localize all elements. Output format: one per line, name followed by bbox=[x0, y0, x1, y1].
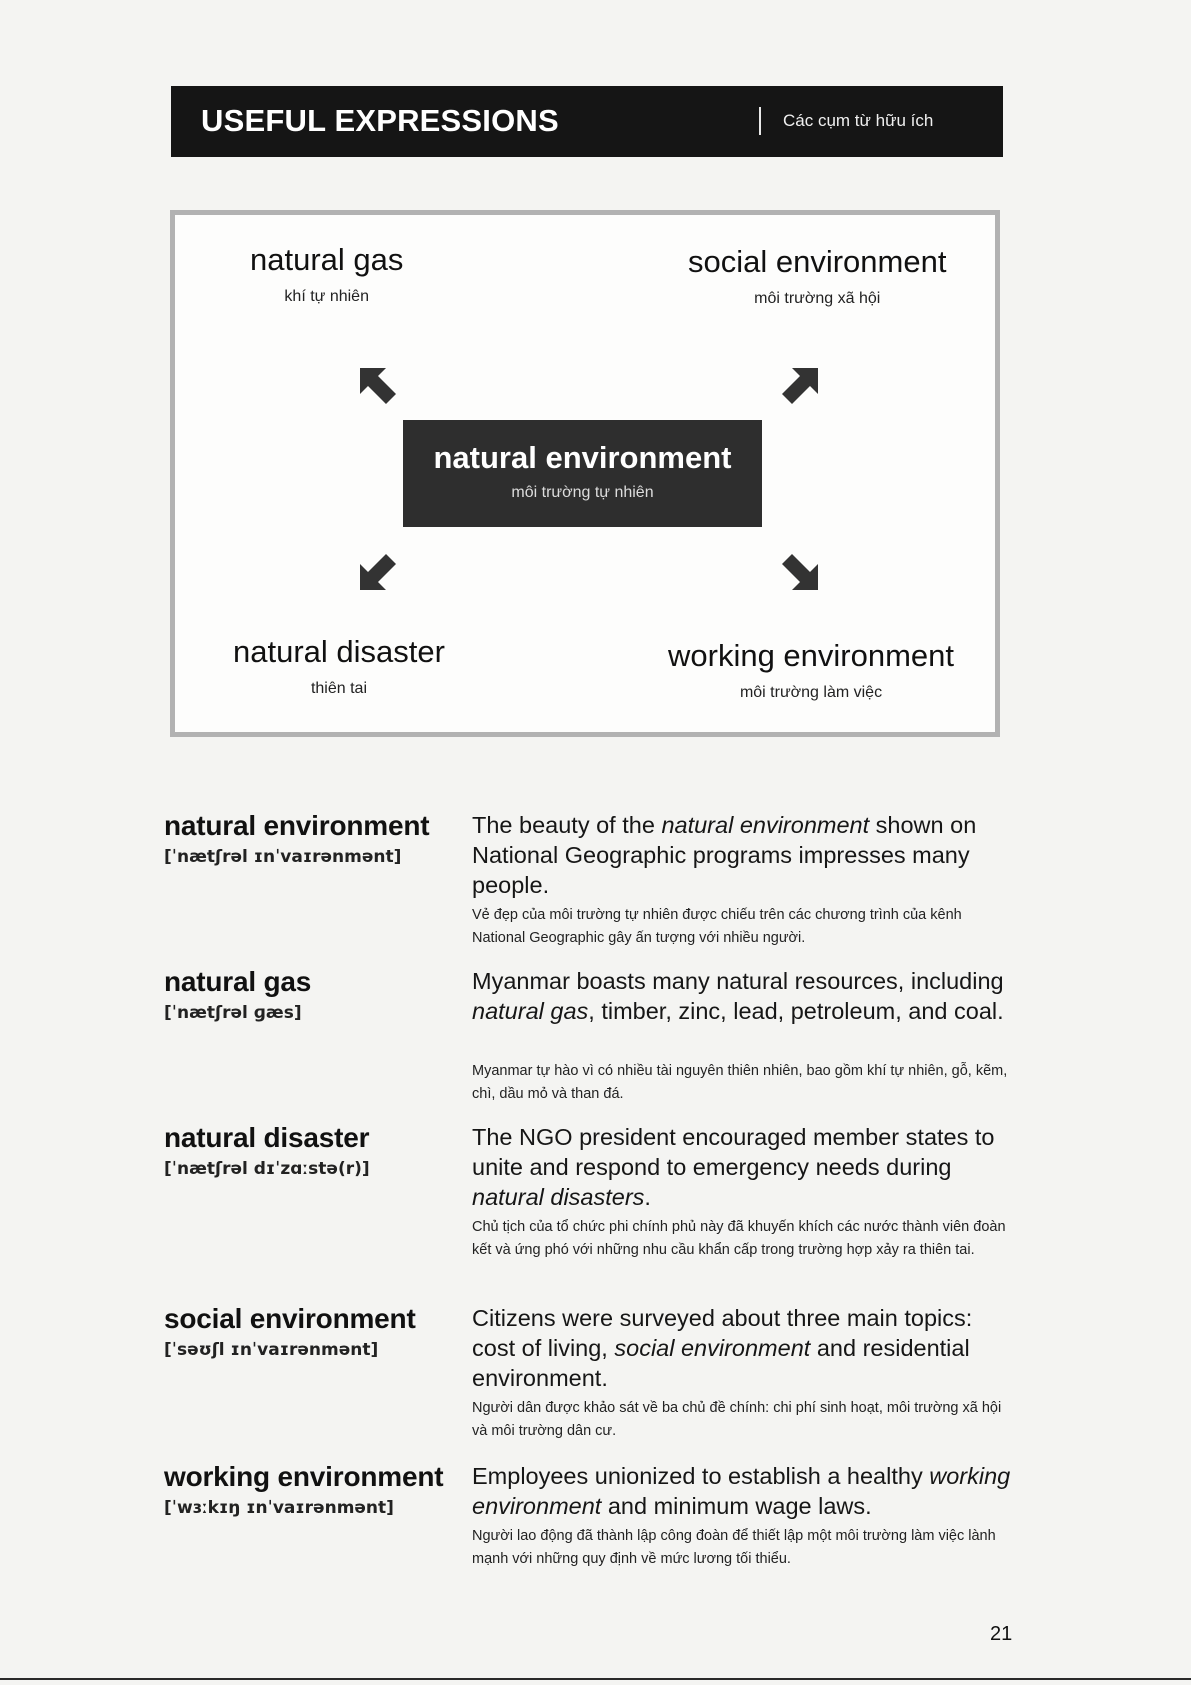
node-term: social environment bbox=[688, 244, 947, 279]
entry-example bbox=[472, 1122, 1012, 1212]
diagram-center-natural-environment bbox=[403, 420, 762, 527]
entry-pronunciation: [ˈnætʃrəl ɪnˈvaɪrənmənt] bbox=[164, 847, 402, 867]
section-title: USEFUL EXPRESSIONS bbox=[201, 103, 559, 138]
center-translation: môi trường tự nhiên bbox=[511, 484, 654, 501]
diagram-node-social-environment bbox=[688, 244, 946, 308]
entry-pronunciation: [ˈwɜːkɪŋ ɪnˈvaɪrənmənt] bbox=[164, 1498, 394, 1518]
example-text: , timber, zinc, lead, petroleum, and coal. bbox=[588, 998, 1004, 1024]
example-text: and residential environment. bbox=[472, 1335, 970, 1391]
diagram-node-natural-gas bbox=[250, 242, 403, 306]
node-translation: khí tự nhiên bbox=[284, 288, 369, 305]
entry-example bbox=[472, 810, 1012, 900]
entry-word: natural gas bbox=[164, 966, 312, 997]
example-text: The beauty of the bbox=[472, 812, 662, 838]
diagram-node-working-environment bbox=[668, 638, 954, 702]
entry-translation: Myanmar tự hào vì có nhiều tài nguyên thiên nhiên, bao gồm khí tự nhiên, gỗ, kẽm, chì, dầu mỏ và than đá. bbox=[472, 1063, 1008, 1102]
section-subtitle: Các cụm từ hữu ích bbox=[783, 111, 934, 130]
example-highlight: natural environment bbox=[661, 812, 870, 838]
node-translation: môi trường làm việc bbox=[739, 684, 883, 701]
entry-translation: Người lao động đã thành lập công đoàn để thiết lập một môi trường làm việc lành mạnh với những quy định về mức lương tối thiểu. bbox=[472, 1528, 996, 1567]
entry-example bbox=[472, 1303, 1012, 1393]
section-header-banner bbox=[171, 86, 1003, 157]
entry-word: social environment bbox=[164, 1303, 416, 1334]
entry-word: natural environment bbox=[164, 810, 430, 841]
entry-example bbox=[472, 1461, 1012, 1521]
node-term: natural disaster bbox=[233, 634, 445, 669]
page-number: 21 bbox=[990, 1623, 1013, 1645]
entry-translation: Người dân được khảo sát về ba chủ đề chính: chi phí sinh hoạt, môi trường xã hội và môi trường dân cư. bbox=[472, 1400, 1002, 1439]
example-text: The NGO president encouraged member states to unite and respond to emergency needs during bbox=[472, 1124, 995, 1180]
entry-translation: Chủ tịch của tổ chức phi chính phủ này đã khuyến khích các nước thành viên đoàn kết và ứng phó với những nhu cầu khẩn cấp trong trường hợp xảy ra thiên tai. bbox=[472, 1219, 1006, 1258]
diagram-node-natural-disaster bbox=[233, 634, 445, 698]
example-text: . bbox=[644, 1184, 651, 1210]
example-text: shown on National Geographic programs impresses many people. bbox=[472, 812, 977, 898]
bottom-rule bbox=[0, 1678, 1191, 1680]
node-translation: thiên tai bbox=[310, 680, 367, 697]
example-highlight: natural disasters bbox=[472, 1184, 645, 1210]
arrow-up-left-icon bbox=[356, 364, 400, 408]
example-highlight: natural gas bbox=[472, 998, 589, 1024]
entry-translation: Vẻ đẹp của môi trường tự nhiên được chiếu trên các chương trình của kênh National Geographic gây ấn tượng với nhiều người. bbox=[472, 907, 962, 946]
entry-word: working environment bbox=[164, 1461, 444, 1492]
center-term: natural environment bbox=[433, 440, 732, 475]
example-highlight: working environment bbox=[472, 1463, 1011, 1519]
entry-pronunciation: [ˈnætʃrəl dɪˈzɑːstə(r)] bbox=[164, 1159, 370, 1179]
arrow-down-right-icon bbox=[778, 550, 822, 594]
arrow-up-right-icon bbox=[778, 364, 822, 408]
entry-pronunciation: [ˈsəʊʃl ɪnˈvaɪrənmənt] bbox=[164, 1340, 379, 1360]
entry-word: natural disaster bbox=[164, 1122, 370, 1153]
entry-example bbox=[472, 966, 1012, 1026]
node-term: natural gas bbox=[250, 242, 404, 277]
example-text: Myanmar boasts many natural resources, including bbox=[472, 968, 1004, 994]
node-translation: môi trường xã hội bbox=[754, 290, 881, 307]
entry-pronunciation: [ˈnætʃrəl ɡæs] bbox=[164, 1003, 302, 1023]
example-text: Citizens were surveyed about three main topics: cost of living, bbox=[472, 1305, 973, 1361]
example-text: and minimum wage laws. bbox=[601, 1493, 872, 1519]
title-divider bbox=[759, 107, 761, 135]
example-highlight: social environment bbox=[614, 1335, 811, 1361]
arrow-down-left-icon bbox=[356, 550, 400, 594]
example-text: Employees unionized to establish a healthy bbox=[472, 1463, 930, 1489]
node-term: working environment bbox=[668, 638, 955, 673]
